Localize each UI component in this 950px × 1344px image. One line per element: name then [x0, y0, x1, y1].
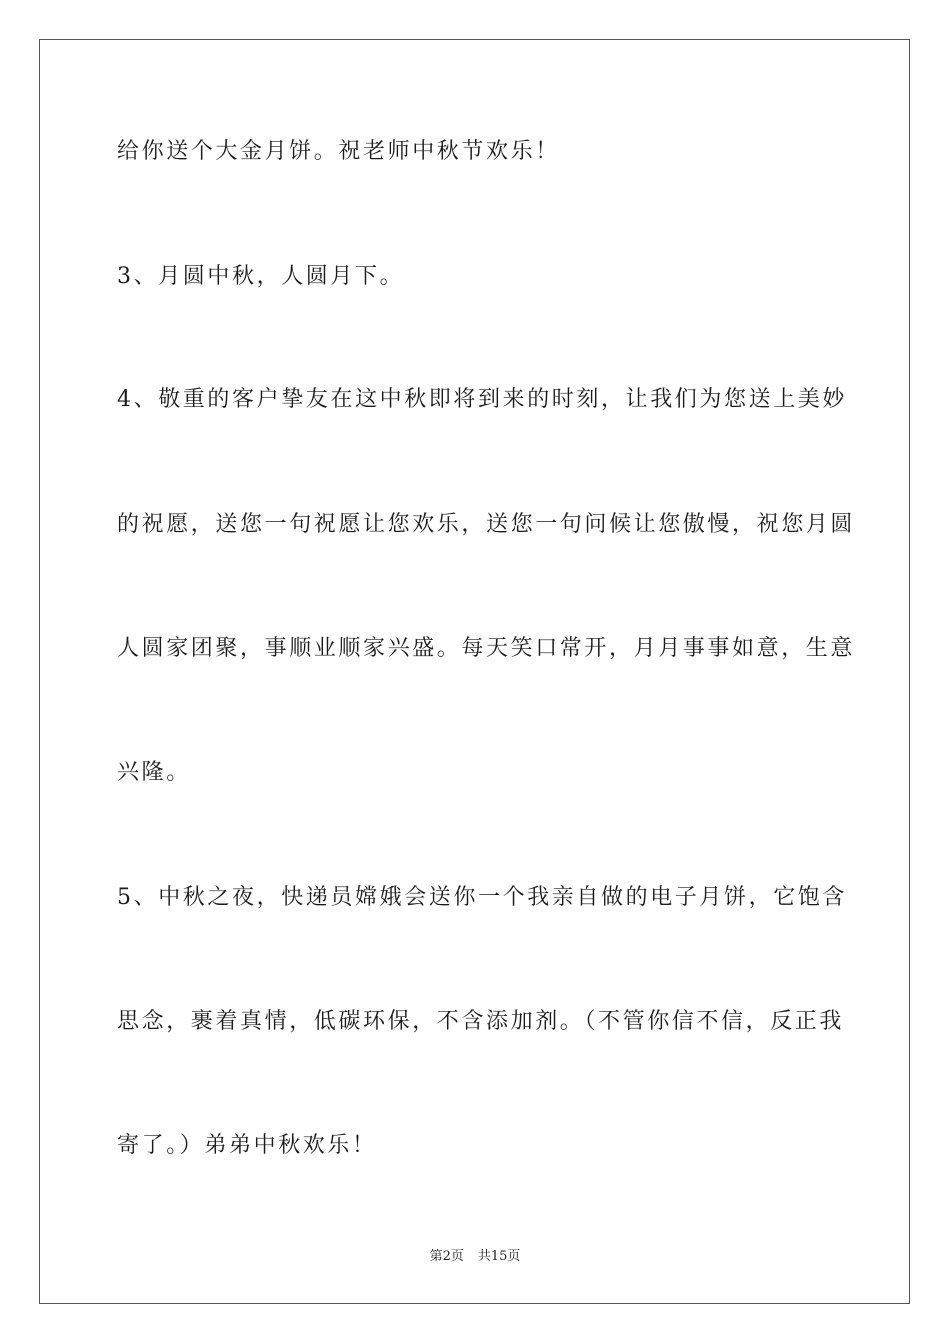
- page-border: [39, 39, 910, 1304]
- text-line-8: 思念，裹着真情，低碳环保，不含添加剂。（不管你信不信，反正我: [117, 1009, 845, 1034]
- text-line-9: 寄了。）弟弟中秋欢乐！: [117, 1133, 377, 1158]
- text-line-5: 人圆家团聚，事顺业顺家兴盛。每天笑口常开，月月事事如意，生意: [117, 636, 856, 661]
- text-line-2: 3、月圆中秋，人圆月下。: [117, 264, 405, 289]
- text-line-4: 的祝愿，送您一句祝愿让您欢乐，送您一句问候让您傲慢，祝您月圆: [117, 512, 856, 537]
- page-total: 共15页: [477, 1249, 521, 1264]
- page-number: 第2页: [429, 1249, 464, 1264]
- page-footer: [0, 1248, 950, 1266]
- text-line-7: 5、中秋之夜，快递员嫦娥会送你一个我亲自做的电子月饼，它饱含: [117, 885, 847, 910]
- text-line-6: 兴隆。: [117, 760, 191, 785]
- text-line-1: 给你送个大金月饼。祝老师中秋节欢乐！: [117, 139, 560, 164]
- text-line-3: 4、敬重的客户挚友在这中秋即将到来的时刻，让我们为您送上美妙: [117, 387, 847, 412]
